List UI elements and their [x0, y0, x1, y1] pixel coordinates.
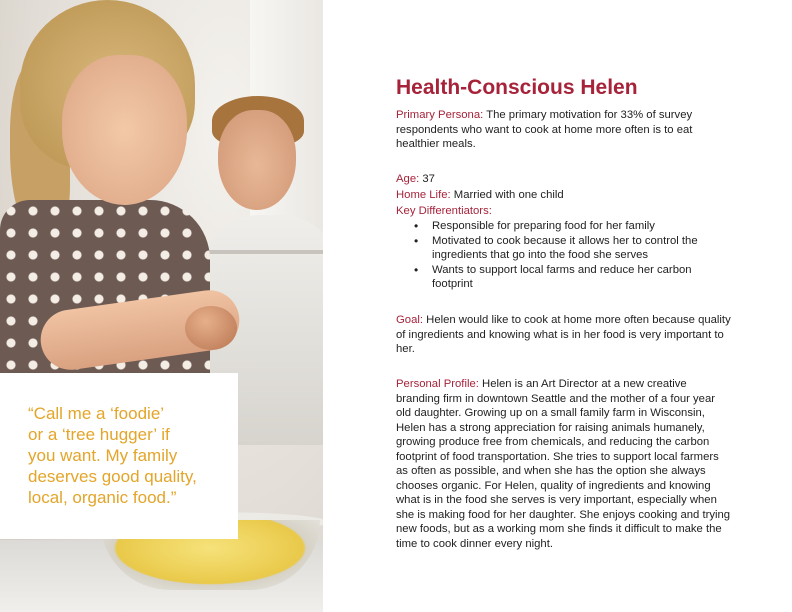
key-differentiators-label: Key Differentiators:	[396, 205, 492, 217]
home-life-line	[396, 188, 731, 203]
differentiators-list	[396, 219, 731, 292]
photo-egg	[185, 306, 237, 350]
goal-label: Goal:	[396, 314, 424, 326]
key-differentiators-heading	[396, 204, 731, 219]
personal-profile-label: Personal Profile:	[396, 378, 479, 390]
age-label: Age:	[396, 173, 420, 185]
primary-persona-paragraph	[396, 108, 731, 152]
primary-persona-label: Primary Persona:	[396, 109, 484, 121]
goal-text: Helen would like to cook at home more often because quality of ingredients and knowing what is in her food is very important to her.	[396, 314, 731, 355]
list-item: • Responsible for preparing food for her family	[396, 219, 731, 234]
age-value: 37	[419, 173, 435, 185]
personal-profile-text: Helen is an Art Director at a new creative branding firm in downtown Seattle and the mother of a four year old daughter. Growing up on a small family farm in Wisconsin, Helen has a strong appreciation for raising animals humanely, growing produce free from chemicals, and reducing the carbon footprint of food transportation. She tries to support local farmers as often as possible, and when she has the option she always chooses organic. For Helen, quality of ingredients and knowing what is in the food she serves is very important, especially when she is making food for her daughter. She enjoys cooking and trying new foods, but as a working mom she finds it difficult to make the time to cook dinner every night.	[396, 378, 731, 550]
persona-title: Health-Conscious Helen	[396, 76, 638, 99]
primary-persona-text: The primary motivation for 33% of survey respondents who want to cook at home more often is to eat healthier meals.	[396, 109, 693, 150]
home-life-label: Home Life:	[396, 189, 451, 201]
photo-man-face	[218, 110, 296, 210]
persona-quote: “Call me a ‘foodie’ or a ‘tree hugger’ if you want. My family deserves good quality, local, organic food.”	[28, 404, 197, 507]
age-line	[396, 172, 731, 187]
home-life-value: Married with one child	[450, 189, 564, 201]
goal-paragraph	[396, 313, 731, 357]
personal-profile-paragraph	[396, 377, 731, 551]
list-item: • Motivated to cook because it allows her to control the ingredients that go into the food she serves	[396, 234, 731, 263]
quote-box	[0, 373, 238, 539]
photo-man-shirt-stripe	[205, 250, 323, 254]
list-item: • Wants to support local farms and reduce her carbon footprint	[396, 263, 731, 292]
photo-woman-face	[62, 55, 187, 205]
